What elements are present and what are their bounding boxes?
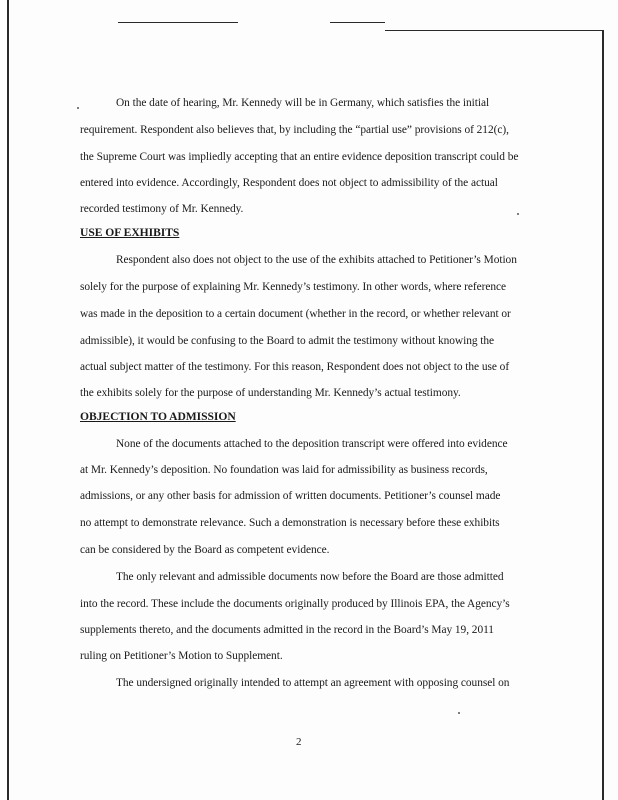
- body-line: recorded testimony of Mr. Kennedy.: [80, 203, 244, 215]
- body-line: can be considered by the Board as competent evidence.: [80, 544, 330, 556]
- page-number: 2: [296, 736, 302, 748]
- body-line: admissible), it would be confusing to the Board to admit the testimony without knowing the: [80, 335, 495, 347]
- body-line: no attempt to demonstrate relevance. Such a demonstration is necessary before these exhibits: [80, 517, 500, 529]
- section-heading-objection-to-admission: OBJECTION TO ADMISSION: [80, 410, 236, 423]
- body-line: On the date of hearing, Mr. Kennedy will be in Germany, which satisfies the initial: [116, 97, 490, 109]
- body-line: None of the documents attached to the deposition transcript were offered into evidence: [116, 438, 508, 450]
- body-line: at Mr. Kennedy’s deposition. No foundation was laid for admissibility as business records,: [80, 464, 488, 476]
- body-line: the exhibits solely for the purpose of understanding Mr. Kennedy’s actual testimony.: [80, 387, 461, 399]
- body-line: requirement. Respondent also believes that, by including the “partial use” provisions of 212(c),: [80, 124, 509, 136]
- body-line: The only relevant and admissible documents now before the Board are those admitted: [116, 571, 504, 583]
- body-line: Respondent also does not object to the use of the exhibits attached to Petitioner’s Motion: [116, 254, 517, 266]
- body-line: supplements thereto, and the documents admitted in the record in the Board’s May 19, 2011: [80, 624, 494, 636]
- scan-edge-right: [602, 30, 604, 800]
- scan-speck: [458, 712, 460, 714]
- body-line: the Supreme Court was impliedly accepting that an entire evidence deposition transcript could be: [80, 151, 519, 163]
- body-line: solely for the purpose of explaining Mr. Kennedy’s testimony. In other words, where reference: [80, 281, 507, 293]
- body-line: entered into evidence. Accordingly, Respondent does not object to admissibility of the actual: [80, 177, 498, 189]
- scan-edge-top: [385, 30, 602, 31]
- body-line: into the record. These include the documents originally produced by Illinois EPA, the Agency’s: [80, 598, 510, 610]
- scan-edge-left: [7, 0, 9, 800]
- body-line: The undersigned originally intended to attempt an agreement with opposing counsel on: [116, 677, 510, 689]
- scan-edge-top-left: [118, 22, 238, 23]
- scan-speck: [77, 107, 79, 109]
- scan-edge-top-middle: [330, 22, 385, 23]
- body-line: actual subject matter of the testimony. For this reason, Respondent does not object to the use of: [80, 361, 510, 373]
- section-heading-use-of-exhibits: USE OF EXHIBITS: [80, 226, 180, 239]
- body-line: admissions, or any other basis for admission of written documents. Petitioner’s counsel made: [80, 490, 501, 502]
- body-line: was made in the deposition to a certain document (whether in the record, or whether relevant or: [80, 308, 511, 320]
- body-line: ruling on Petitioner’s Motion to Supplement.: [80, 650, 283, 662]
